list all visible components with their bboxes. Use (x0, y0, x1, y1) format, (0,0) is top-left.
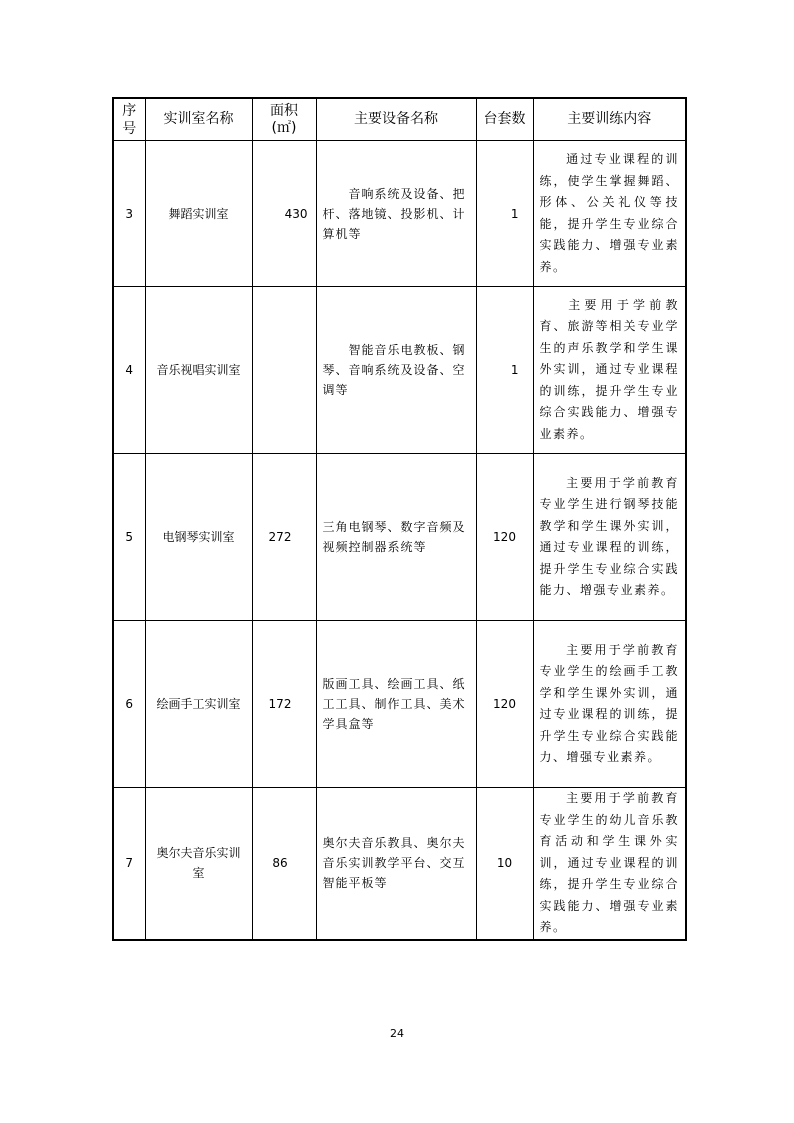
row-sets: 1 (476, 141, 533, 287)
row-area: 86 (252, 788, 316, 940)
table-row (113, 141, 686, 287)
row-index: 6 (113, 621, 145, 788)
row-content-text: 主要用于学前教育专业学生进行钢琴技能教学和学生课外实训，通过专业课程的训练，提升学生专业综合实践能力、增强专业素养。 (539, 475, 679, 597)
row-content-text: 主要用于学前教育专业学生的绘画手工教学和学生课外实训，通过专业课程的训练，提升学生专业综合实践能力、增强专业素养。 (539, 642, 679, 764)
row-room-name: 绘画手工实训室 (145, 621, 252, 788)
row-area (252, 287, 316, 454)
row-content-text: 通过专业课程的训练，使学生掌握舞蹈、形体、公关礼仪等技能，提升学生专业综合实践能力、增强专业素养。 (539, 152, 679, 274)
page-number: 24 (390, 1027, 404, 1040)
row-area: 172 (252, 621, 316, 788)
row-area: 430 (252, 141, 316, 287)
row-room-name: 电钢琴实训室 (145, 454, 252, 621)
row-content (533, 141, 686, 287)
header-room-name: 实训室名称 (145, 98, 252, 141)
header-area-line1: 面积 (270, 102, 298, 119)
row-content-text: 主要用于学前教育、旅游等相关专业学生的声乐教学和学生课外实训，通过专业课程的训练，提升学生专业综合实践能力、增强专业素养。 (539, 297, 679, 441)
row-content (533, 287, 686, 454)
header-area (252, 98, 316, 141)
header-sets: 台套数 (476, 98, 533, 141)
row-index: 7 (113, 788, 145, 940)
row-area: 272 (252, 454, 316, 621)
training-room-table (112, 97, 687, 941)
row-content-text: 主要用于学前教育专业学生的幼儿音乐教育活动和学生课外实训，通过专业课程的训练，提升学生专业综合实践能力、增强专业素养。 (539, 791, 679, 934)
table-header-row (113, 98, 686, 141)
row-equipment: 三角电钢琴、数字音频及视频控制器系统等 (316, 454, 476, 621)
header-content: 主要训练内容 (533, 98, 686, 141)
table-row (113, 788, 686, 940)
row-equipment-text: 智能音乐电教板、钢 琴、音响系统及设备、空调等 (322, 343, 479, 397)
table-row (113, 287, 686, 454)
row-content (533, 621, 686, 788)
row-room-name: 音乐视唱实训室 (145, 287, 252, 454)
row-content (533, 788, 686, 940)
row-equipment-text: 音响系统及设备、把杆、落地镜、投影机、计算机等 (322, 186, 466, 241)
row-sets: 120 (476, 454, 533, 621)
row-equipment (316, 287, 479, 454)
row-content (533, 454, 686, 621)
row-sets: 10 (476, 788, 533, 940)
row-index: 5 (113, 454, 145, 621)
header-index: 序号 (113, 98, 145, 141)
row-equipment: 版画工具、绘画工具、纸工工具、制作工具、美术学具盒等 (316, 621, 476, 788)
row-equipment: 奥尔夫音乐教具、奥尔夫音乐实训教学平台、交互智能平板等 (316, 788, 476, 940)
row-index: 3 (113, 141, 145, 287)
row-sets: 1 (476, 287, 533, 454)
table-row (113, 454, 686, 621)
row-room-name: 舞蹈实训室 (145, 141, 252, 287)
header-area-line2: (㎡) (271, 119, 297, 136)
row-sets: 120 (476, 621, 533, 788)
table-row (113, 621, 686, 788)
row-index: 4 (113, 287, 145, 454)
header-equipment: 主要设备名称 (316, 98, 476, 141)
row-room-name: 奥尔夫音乐实训室 (145, 788, 252, 940)
row-equipment (316, 141, 476, 287)
